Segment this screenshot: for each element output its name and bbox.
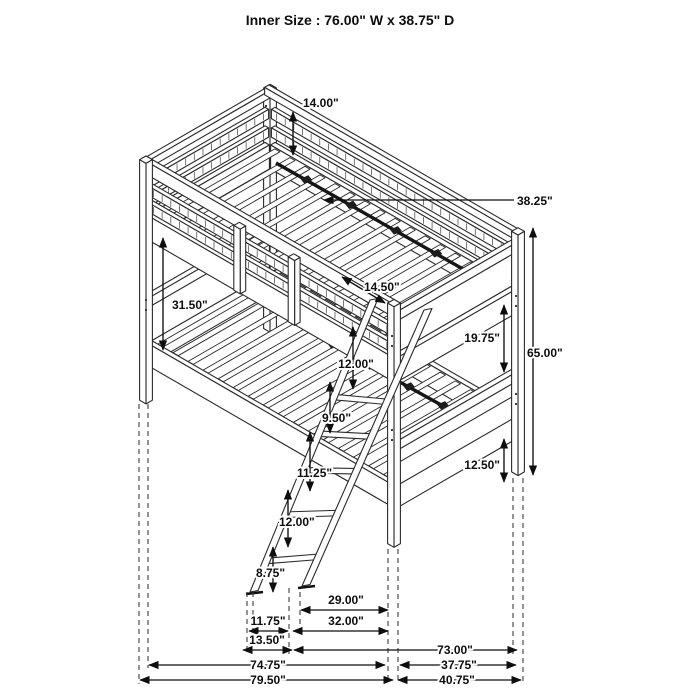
dim-overall-length	[140, 673, 393, 687]
dim-ladder-base-width	[243, 633, 292, 650]
dim-ladder-step-lower-mid	[279, 490, 315, 547]
dim-label: 40.75"	[439, 673, 475, 687]
dim-label: 11.25"	[297, 466, 333, 480]
dim-label: 74.75"	[250, 658, 286, 672]
dim-label: 31.50"	[172, 298, 208, 312]
dim-label: 32.00"	[328, 614, 364, 628]
dim-label: 12.00"	[338, 357, 374, 371]
dim-label: 79.50"	[250, 673, 286, 687]
dim-label: 11.75"	[250, 614, 286, 628]
dim-overall-depth	[398, 673, 521, 687]
dim-label: 29.00"	[328, 593, 364, 607]
dim-label: 38.25"	[517, 194, 553, 208]
dim-ladder-foot-to-post	[301, 593, 388, 610]
dim-frame-depth	[400, 658, 516, 672]
dim-frame-length	[294, 643, 517, 657]
dim-label: 9.50"	[322, 411, 352, 425]
dim-ladder-outer-span	[293, 614, 388, 631]
dim-label: 8.75"	[256, 566, 286, 580]
dim-ladder-foot-offset	[249, 614, 288, 631]
dim-label: 13.50"	[249, 633, 285, 647]
dim-length-to-ladder	[149, 658, 385, 672]
dim-label: 14.00"	[303, 96, 339, 110]
dim-label: 65.00"	[527, 346, 563, 360]
dim-label: 73.00"	[437, 643, 473, 657]
dim-label: 12.00"	[279, 515, 315, 529]
dim-label: 19.75"	[464, 331, 500, 345]
dim-label: 12.50"	[464, 458, 500, 472]
page-title: Inner Size : 76.00" W x 38.75" D	[245, 12, 455, 28]
dim-label: 14.50"	[364, 280, 400, 294]
dim-overall-height	[527, 228, 563, 475]
dim-label: 37.75"	[441, 658, 477, 672]
